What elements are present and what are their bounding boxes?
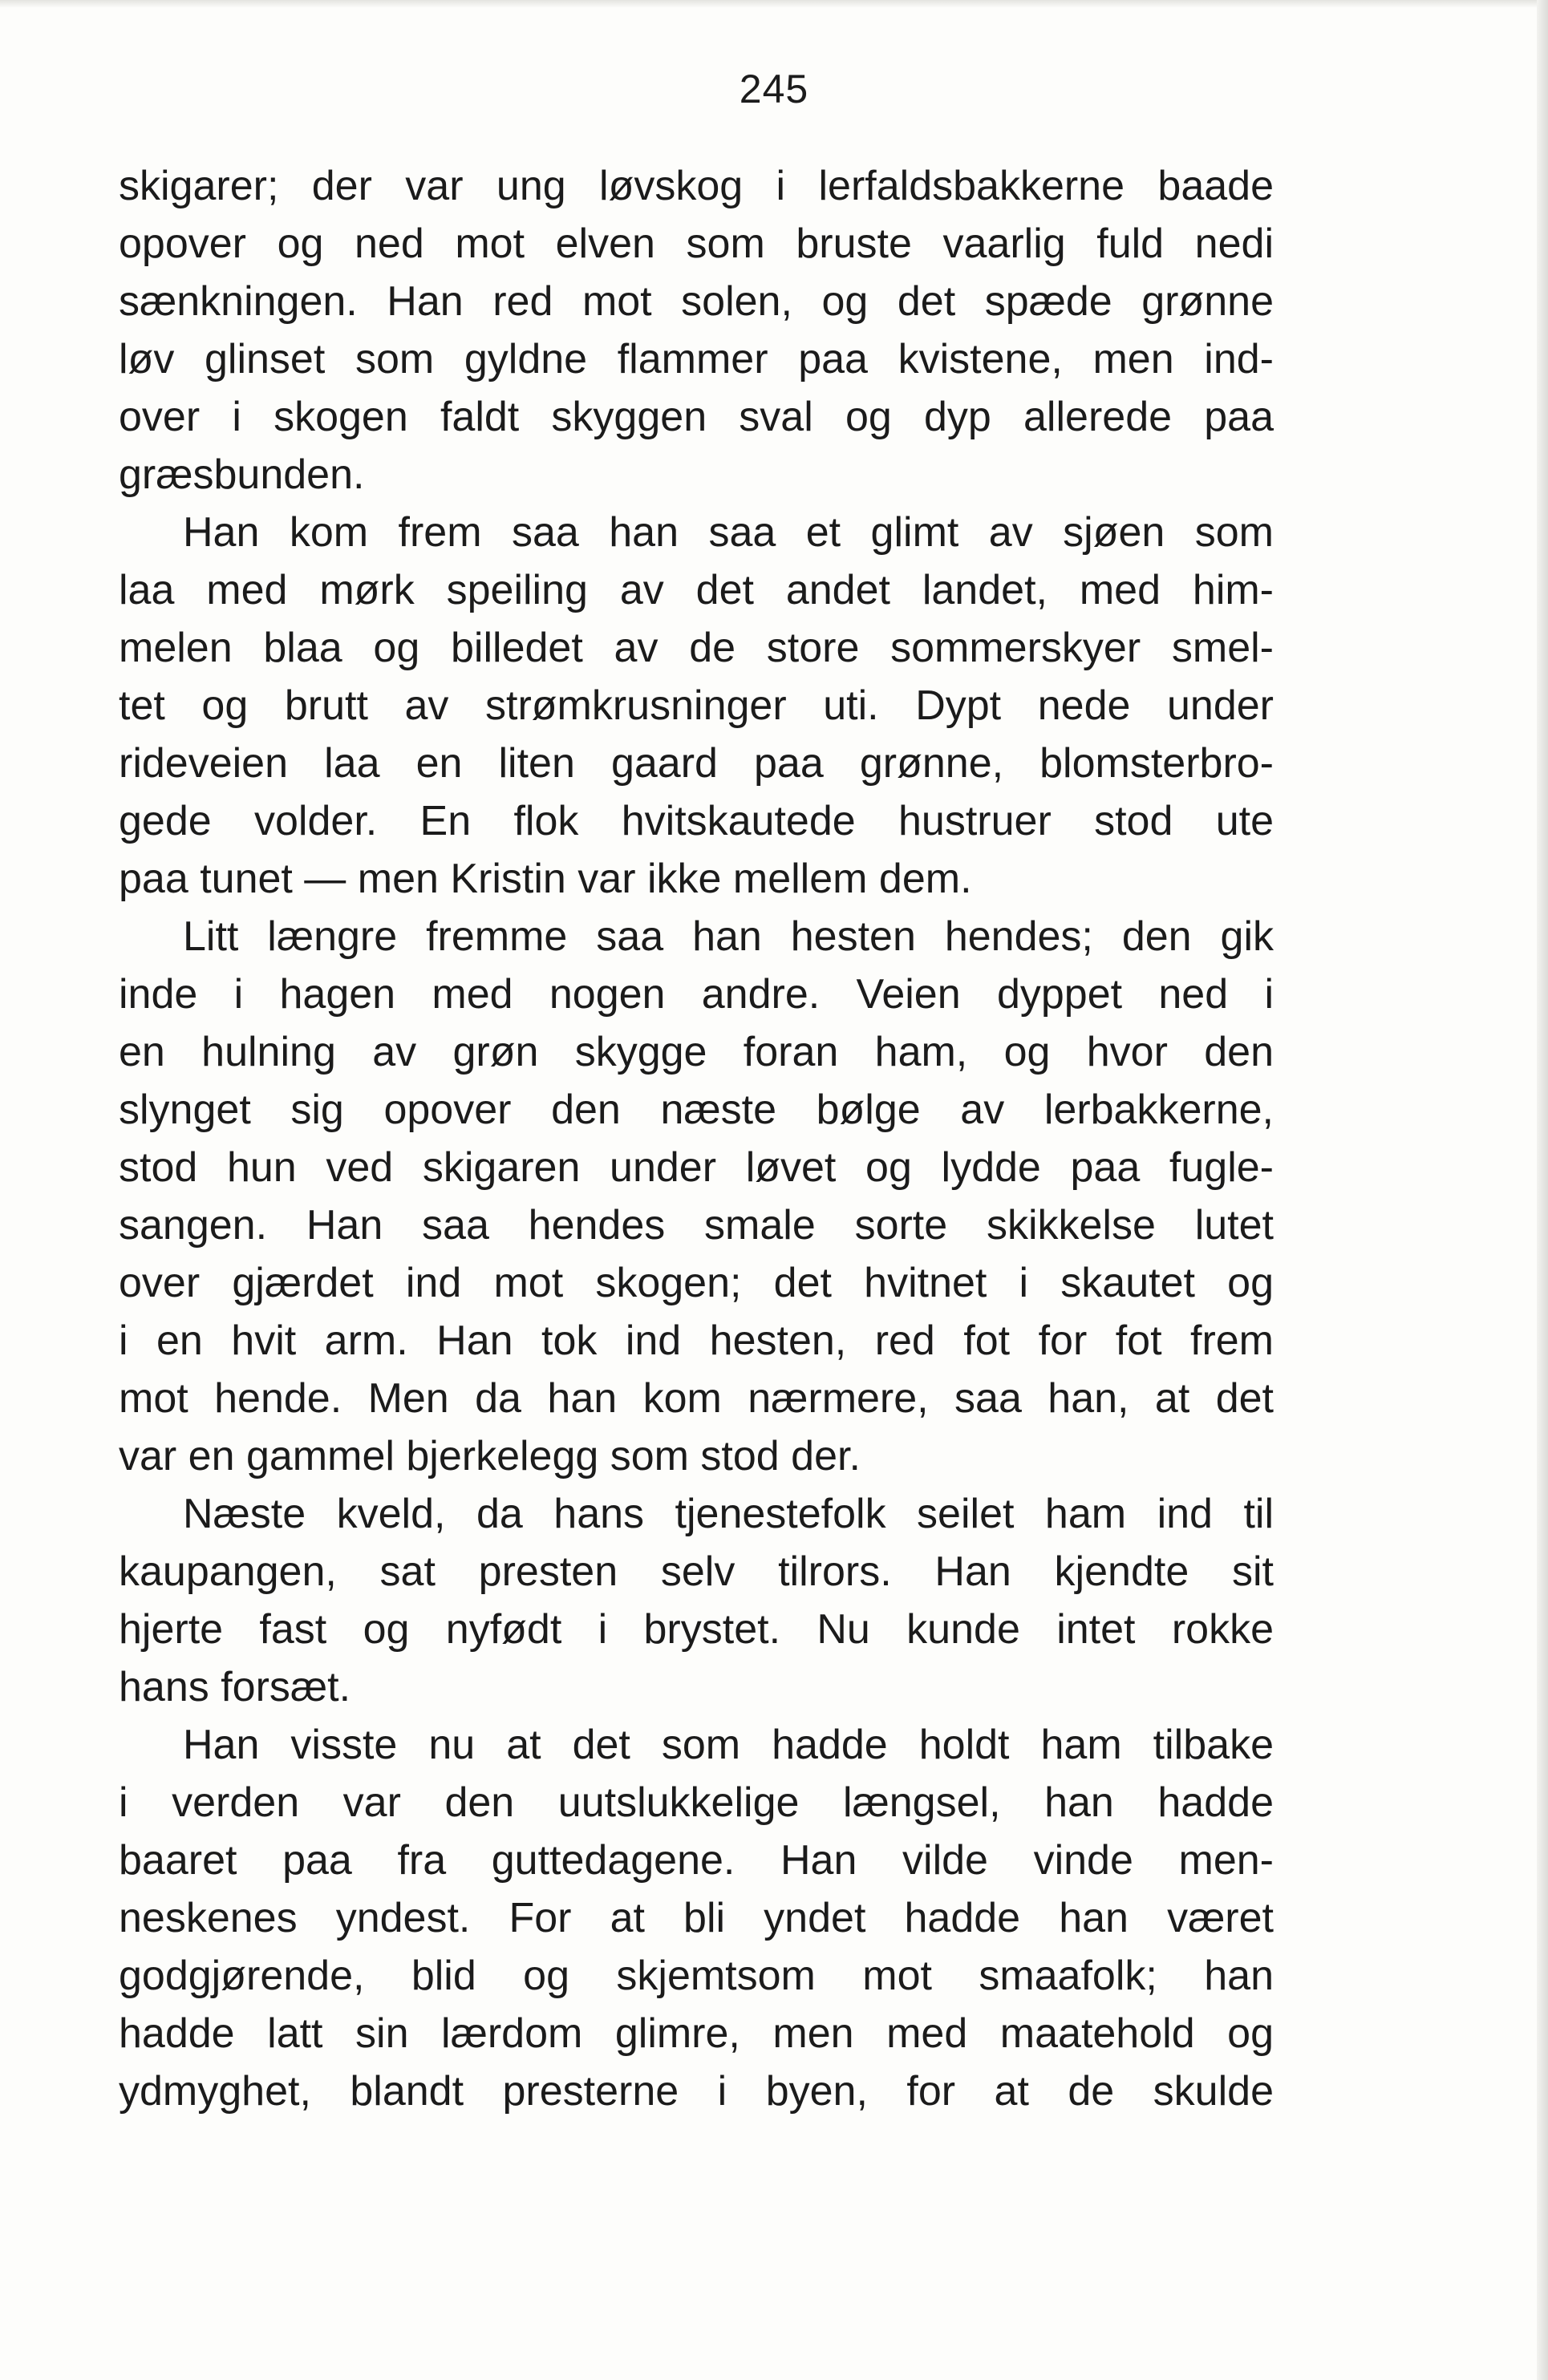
page-right-edge xyxy=(1537,0,1548,2380)
text-line: hjerte fast og nyfødt i brystet. Nu kunde intet rokke xyxy=(119,1606,1274,1653)
text-line: ydmyghet, blandt presterne i byen, for at de skulde xyxy=(119,2068,1274,2115)
text-line: paa tunet — men Kristin var ikke mellem dem. xyxy=(119,856,972,902)
text-line: gede volder. En flok hvitskautede hustruer stod ute xyxy=(119,798,1274,844)
page-number: 245 xyxy=(739,67,809,111)
text-line: over gjærdet ind mot skogen; det hvitnet i skautet og xyxy=(119,1260,1274,1306)
text-line: melen blaa og billedet av de store sommerskyer smel- xyxy=(119,625,1274,671)
text-line: hans forsæt. xyxy=(119,1664,351,1710)
text-line: Han kom frem saa han saa et glimt av sjøen som xyxy=(183,509,1274,556)
text-line: rideveien laa en liten gaard paa grønne, blomsterbro- xyxy=(119,740,1274,787)
text-line: var en gammel bjerkelegg som stod der. xyxy=(119,1433,861,1479)
text-line: kaupangen, sat presten selv tilrors. Han kjendte sit xyxy=(119,1548,1274,1595)
text-line: godgjørende, blid og skjemtsom mot smaafolk; han xyxy=(119,1953,1274,1999)
text-line: inde i hagen med nogen andre. Veien dyppet ned i xyxy=(119,971,1274,1018)
text-line: mot hende. Men da han kom nærmere, saa han, at det xyxy=(119,1375,1274,1422)
text-line: tet og brutt av strømkrusninger uti. Dypt nede under xyxy=(119,682,1274,729)
page-top-edge xyxy=(0,0,1548,8)
text-line: neskenes yndest. For at bli yndet hadde han været xyxy=(119,1895,1274,1941)
text-line: løv glinset som gyldne flammer paa kvistene, men ind- xyxy=(119,336,1274,382)
text-line: baaret paa fra guttedagene. Han vilde vinde men- xyxy=(119,1837,1274,1884)
text-line: slynget sig opover den næste bølge av lerbakkerne, xyxy=(119,1087,1274,1133)
text-line: en hulning av grøn skygge foran ham, og hvor den xyxy=(119,1029,1274,1075)
text-line: sangen. Han saa hendes smale sorte skikkelse lutet xyxy=(119,1202,1274,1249)
text-line: stod hun ved skigaren under løvet og lydde paa fugle- xyxy=(119,1144,1274,1191)
text-line: i en hvit arm. Han tok ind hesten, red fot for fot frem xyxy=(119,1318,1274,1364)
body-text xyxy=(119,157,1274,2120)
text-line: hadde latt sin lærdom glimre, men med maatehold og xyxy=(119,2010,1274,2057)
text-line: over i skogen faldt skyggen sval og dyp allerede paa xyxy=(119,394,1274,440)
text-line: opover og ned mot elven som bruste vaarlig fuld nedi xyxy=(119,221,1274,267)
text-line: i verden var den uutslukkelige længsel, han hadde xyxy=(119,1779,1274,1826)
text-line: Litt længre fremme saa han hesten hendes; den gik xyxy=(183,913,1274,960)
text-line: Næste kveld, da hans tjenestefolk seilet ham ind til xyxy=(183,1491,1274,1537)
text-line: sænkningen. Han red mot solen, og det spæde grønne xyxy=(119,278,1274,325)
text-line: græsbunden. xyxy=(119,451,365,498)
text-line: Han visste nu at det som hadde holdt ham tilbake xyxy=(183,1722,1274,1768)
text-line: skigarer; der var ung løvskog i lerfaldsbakkerne baade xyxy=(119,163,1274,209)
text-line: laa med mørk speiling av det andet landet, med him- xyxy=(119,567,1274,613)
